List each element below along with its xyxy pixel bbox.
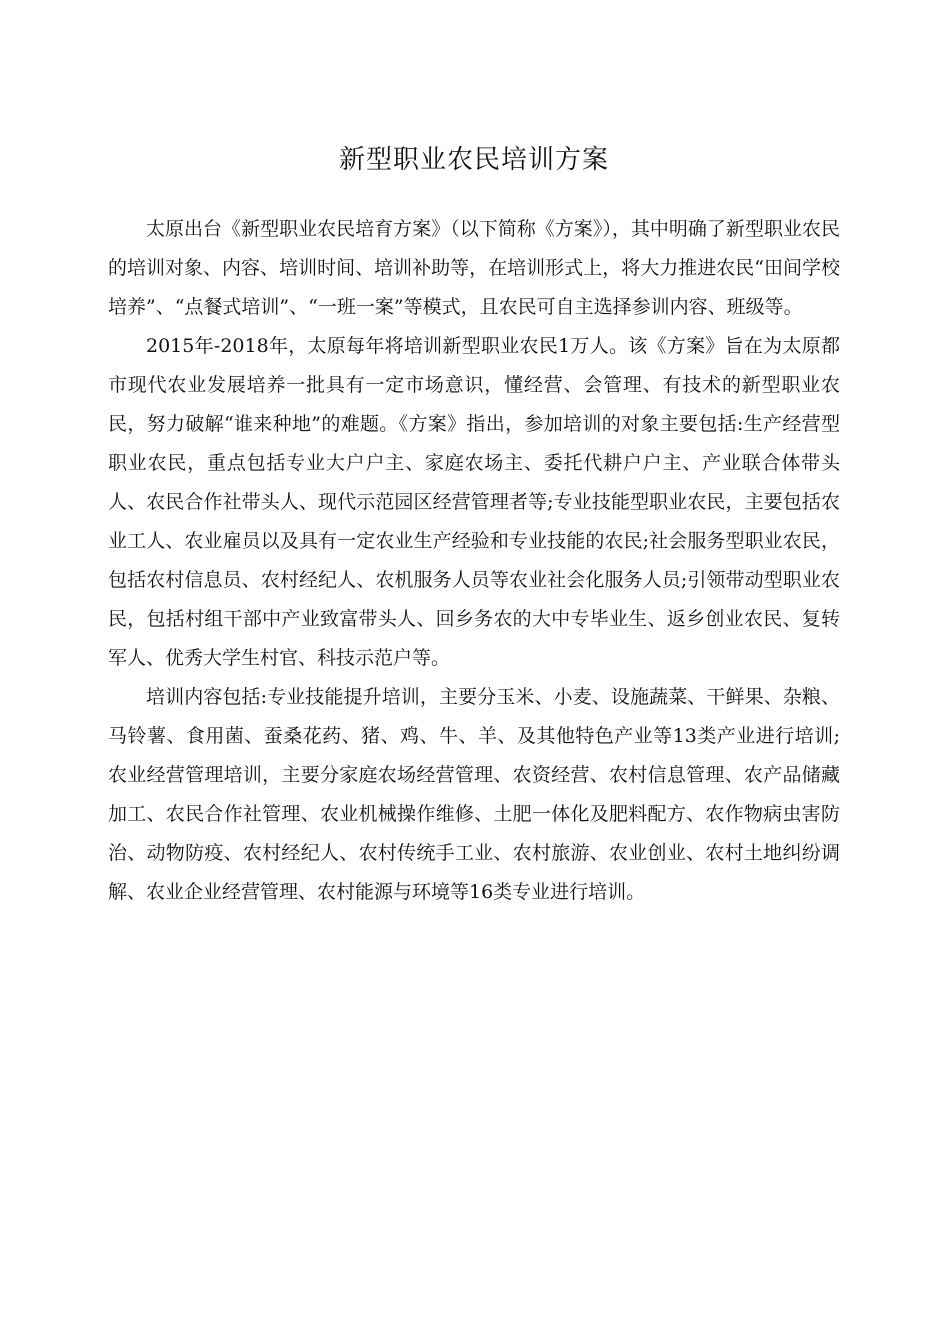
paragraph-training-targets: 2015年-2018年，太原每年将培训新型职业农民1万人。该《方案》旨在为太原都市现代农业发展培养一批具有一定市场意识，懂经营、会管理、有技术的新型职业农民，努力破解“谁来种地”的难题。《方案》指出，参加培训的对象主要包括:生产经营型职业农民，重点包括专业大户户主、家庭农场主、委托代耕户户主、产业联合体带头人、农民合作社带头人、现代示范园区经营管理者等;专业技能型职业农民，主要包括农业工人、农业雇员以及具有一定农业生产经验和专业技能的农民;社会服务型职业农民，包括农村信息员、农村经纪人、农机服务人员等农业社会化服务人员;引领带动型职业农民，包括村组干部中产业致富带头人、回乡务农的大中专毕业生、返乡创业农民、复转军人、优秀大学生村官、科技示范户等。 xyxy=(108,335,840,669)
page-title: 新型职业农民培训方案 xyxy=(338,145,609,175)
paragraph-intro: 太原出台《新型职业农民培育方案》（以下简称《方案》），其中明确了新型职业农民的培训对象、内容、培训时间、培训补助等，在培训形式上，将大力推进农民“田间学校培养”、“点餐式培训”、“一班一案”等模式，且农民可自主选择参训内容、班级等。 xyxy=(108,218,840,318)
paragraph-training-content: 培训内容包括:专业技能提升培训，主要分玉米、小麦、设施蔬菜、干鲜果、杂粮、马铃薯、食用菌、蚕桑花药、猪、鸡、牛、羊、及其他特色产业等13类产业进行培训;农业经营管理培训，主要分家庭农场经营管理、农资经营、农村信息管理、农产品储藏加工、农民合作社管理、农业机械操作维修、土肥一体化及肥料配方、农作物病虫害防治、动物防疫、农村经纪人、农村传统手工业、农村旅游、农业创业、农村土地纠纷调解、农业企业经营管理、农村能源与环境等16类专业进行培训。 xyxy=(108,686,840,903)
